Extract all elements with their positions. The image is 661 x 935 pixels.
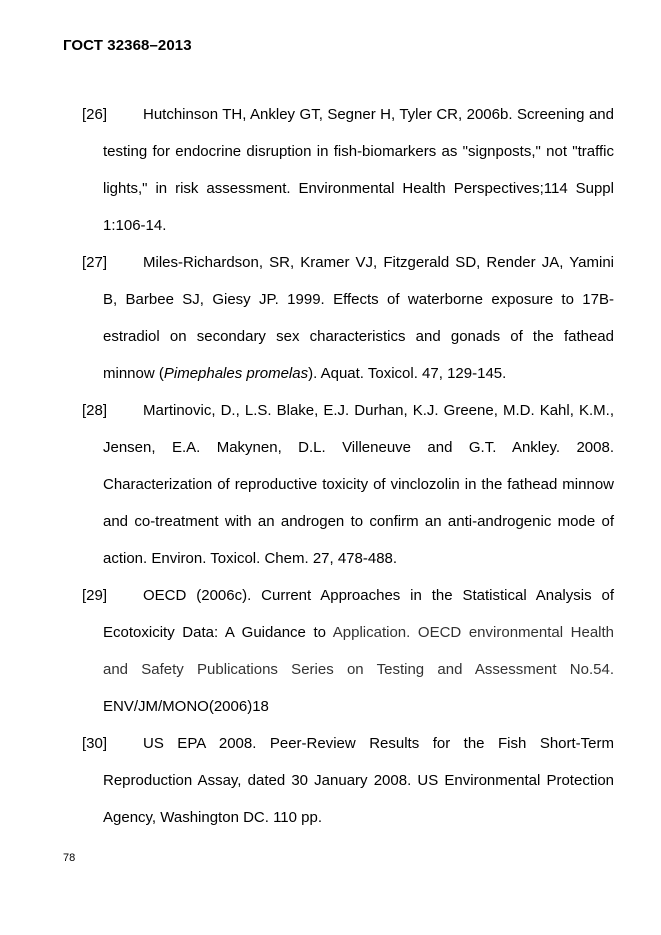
species-name: Pimephales promelas bbox=[163, 365, 309, 382]
reference-text: Miles-Richardson, SR, Kramer VJ, Fitzgerald SD, Render JA, Yamini B, Barbee SJ, Giesy JP. 1999. Effects of waterborne exposure to 17B-estradiol on secondary sex characteristics and gonads of the fathead minnow (Pimephales promelas). Aquat. Toxicol. 47, 129-145. bbox=[103, 254, 614, 382]
reference-item bbox=[82, 577, 614, 725]
reference-item bbox=[82, 725, 614, 836]
reference-list bbox=[82, 96, 614, 836]
reference-number: [30] bbox=[82, 735, 108, 752]
document-header: ГОСТ 32368–2013 bbox=[63, 37, 192, 54]
reference-number: [26] bbox=[82, 106, 108, 123]
reference-number: [28] bbox=[82, 402, 108, 419]
reference-text: OECD (2006c). Current Approaches in the Statistical Analysis of Ecotoxicity Data: A Guidance to Application. OECD environmental Health and Safety Publications Series on Testing and Assessment No.54. ENV/JM/MONO(2006)18 bbox=[103, 587, 615, 715]
reference-text: Martinovic, D., L.S. Blake, E.J. Durhan, K.J. Greene, M.D. Kahl, K.M., Jensen, E.A. Makynen, D.L. Villeneuve and G.T. Ankley. 2008. Characterization of reproductive toxicity of vinclozolin in the fathead minnow and co-treatment with an androgen to confirm an anti-androgenic mode of action. Environ. Toxicol. Chem. 27, 478-488. bbox=[103, 402, 614, 567]
reference-text: US EPA 2008. Peer-Review Results for the Fish Short-Term Reproduction Assay, dated 30 January 2008. US Environmental Protection Agency, Washington DC. 110 pp. bbox=[103, 735, 614, 826]
reference-number: [29] bbox=[82, 587, 108, 604]
reference-number: [27] bbox=[82, 254, 108, 271]
page-number: 78 bbox=[63, 852, 76, 864]
reference-item bbox=[82, 244, 614, 392]
reference-text: Hutchinson TH, Ankley GT, Segner H, Tyler CR, 2006b. Screening and testing for endocrine disruption in fish-biomarkers as "signposts," not "traffic lights," in risk assessment. Environmental Health Perspectives;114 Suppl 1:106-14. bbox=[103, 106, 614, 234]
reference-item bbox=[82, 96, 614, 244]
reference-item bbox=[82, 392, 614, 577]
